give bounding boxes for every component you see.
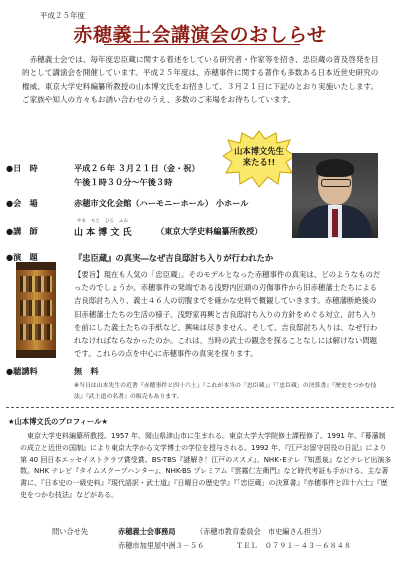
topic-summary: 【要旨】現在も人気の「忠臣蔵」。そのモデルとなった赤穂事件の真実は、どのようなものだったのでしょうか。赤穂事件の発端である浅野内匠頭の刃傷事件から旧赤穂藩士たちによる吉良邸討ち入り、義士４６人の切腹までを確かな史料で概観していきます。赤穂藩断絶後の旧赤穂藩士たちの生活の様子、浅野家再興と吉良邸討ち入りの方針をめぐる対立、討ち入りを前にした義士たちの手紙など、興味は尽きません。そして、吉良邸討ち入りは、なぜ行われなければならなかったのか。これは、当時の武士の観念を探ることなしには解けない問題です。これらの点を中心に赤穂事件の真実を探ります。 [74,270,381,359]
woodblock-print-image [16,262,56,358]
speaker-photo [292,153,378,238]
ruby-fumi: ふみ [119,219,128,224]
callout-line-2: 来たる!! [242,157,276,167]
ruby-hiro: ひろ [105,219,114,224]
photo-glasses [321,179,351,187]
intro-paragraph: 赤穂義士会では、毎年度忠臣蔵に関する着述をしている研究者・作家等を招き、忠臣蔵の普及啓発を目的として講演会を開催しています。平成２５年度は、赤穂事件に関する著作も多数ある日本近世史研究の権威、東京大学史料編纂所教授の山本博文氏をお招きして、３月２１日に下記のとおり実施いたします。ご家族や知人の方々もお誘い合わせのうえ、多数のご来場をお待ちしています。 [22,55,379,104]
page-title: 赤穂義士会講演会のおしらせ [73,24,327,46]
ruby-moto: もと [91,219,100,224]
speaker-label: ●講 師 [6,226,38,236]
fee-label: ●聴講料 [6,366,38,376]
callout-text [226,146,292,168]
date-label: ●日 時 [6,163,38,173]
contact-phone: ＴＥＬ ０７９１－４３－６８４８ [236,541,352,550]
contact-label: 問い合せ先 [52,527,88,536]
date-line-1: 平成２６年 ３月２１日（金・祝） [74,163,200,173]
photo-hair [316,159,354,177]
books-note: ※当日は山本先生の近著『赤穂事件と四十六士』『これが本当の「忠臣蔵」』『「忠臣蔵」の決算書』『歴史をつかむ技法』『武士道の名著』の販売もあります。 [74,383,377,400]
fee-value: 無 料 [74,366,99,376]
title-underline [104,44,300,45]
section-divider [6,407,394,408]
topic-title: 『忠臣蔵』の真実―なぜ吉良邸討ち入りが行われたか [74,253,274,263]
era-label: 平成２５年度 [40,11,85,20]
venue-value: 赤穂市文化会館（ハーモニーホール） 小ホール [74,198,249,208]
date-line-2: 午後１時３０分～午後３時 [74,177,173,187]
callout-line-1: 山本博文先生 [234,146,284,156]
venue-label: ●会 場 [6,198,38,208]
profile-text: 東京大学史料編纂所教授。1957 年、岡山県津山市に生まれる。東京大学大学院修士課程修了。1991 年、『幕藩制の成立と近世の国制』により東京大学から文学博士の学位を授与される。1992 年、『江戸お留守居役の日記』により第 40 回日本エッセイストクラブ賞受賞。BS-TBS『謎解き！江戸のススメ』、NHK･Eテレ『知恵泉』などテレビ出演多数。NHK テレビ『タイムスクープハンター』、NHK-BS プレミアム『雲霧仁左衛門』など時代考証も手がける。主な著書に、『日本史の一級史料』『現代語訳・武士道』『日曜日の歴史学』『「忠臣蔵」の決算書』『赤穂事件と四十六士』『歴史をつかむ技法』などがある。 [20,432,392,499]
speaker-name: 山 本 博 文 氏 [74,228,132,238]
topic-label: ●演 題 [6,252,38,262]
ruby-yama: やま [77,219,86,224]
contact-address: 赤穂市加里屋中洲３－５６ [118,541,205,550]
photo-tie [332,209,338,237]
contact-department: （赤穂市教育委員会 市史編さん担当） [196,527,326,536]
contact-organization: 赤穂義士会事務局 [118,527,176,536]
speaker-affiliation: （東京大学史料編纂所教授） [156,226,263,236]
profile-heading: ★山本博文氏のプロフィール★ [8,417,108,426]
